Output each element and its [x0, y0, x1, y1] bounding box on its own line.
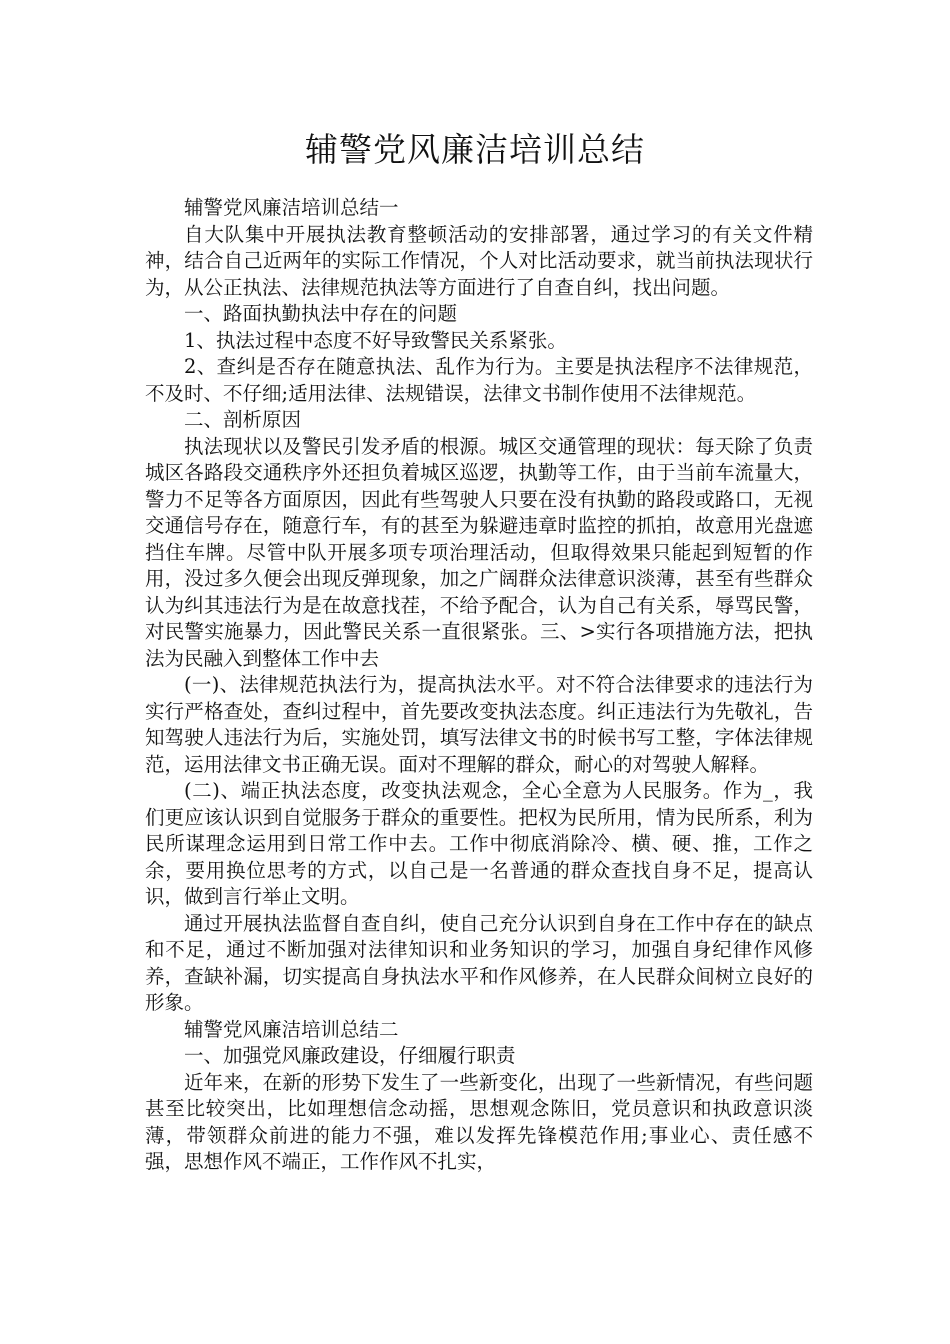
section-heading-causes: 二、剖析原因 — [184, 408, 302, 431]
heading-summary-one: 辅警党风廉洁培训总结一 — [184, 196, 399, 219]
document-body — [145, 195, 813, 1176]
paragraph-recent-years: 近年来，在新的形势下发生了一些新变化，出现了一些新情况，有些问题甚至比较突出，比如理想信念动摇，思想观念陈旧，党员意识和执政意识淡薄，带领群众前进的能力不强，难以发挥先锋模范作用;事业心、责任感不强，思想作风不端正，工作作风不扎实， — [145, 1070, 813, 1173]
heading-summary-two: 辅警党风廉洁培训总结二 — [184, 1017, 399, 1041]
paragraph-conclusion: 通过开展执法监督自查自纠，使自己充分认识到自身在工作中存在的缺点和不足，通过不断加强对法律知识和业务知识的学习，加强自身纪律作风修养，查缺补漏，切实提高自身执法水平和作风修养，在人民群众间树立良好的形象。 — [145, 911, 813, 1014]
paragraph-intro: 自大队集中开展执法教育整顿活动的安排部署，通过学习的有关文件精神，结合自己近两年的实际工作情况，个人对比活动要求，就当前执法现状行为，从公正执法、法律规范执法等方面进行了自查自纠，找出问题。 — [145, 222, 813, 299]
section-heading-problems: 一、路面执勤执法中存在的问题 — [184, 302, 458, 325]
paragraph-measure-2: (二)、端正执法态度，改变执法观念，全心全意为人民服务。作为_，我们更应该认识到自觉服务于群众的重要性。把权为民所用，情为民所系，利为民所谋理念运用到日常工作中去。工作中彻底消除冷、横、硬、推，工作之余，要用换位思考的方式，以自己是一名普通的群众查找自身不足，提高认识，做到言行举止文明。 — [145, 779, 813, 908]
paragraph-measure-1: (一)、法律规范执法行为，提高执法水平。对不符合法律要求的违法行为实行严格查处，查纠过程中，首先要改变执法态度。纠正违法行为先敬礼，告知驾驶人违法行为后，实施处罚，填写法律文书的时候书写工整，字体法律规范，运用法律文书正确无误。面对不理解的群众，耐心的对驾驶人解释。 — [145, 673, 813, 776]
document-title: 辅警党风廉洁培训总结 — [305, 130, 645, 169]
paragraph-causes: 执法现状以及警民引发矛盾的根源。城区交通管理的现状：每天除了负责城区各路段交通秩序外还担负着城区巡逻，执勤等工作，由于当前车流量大，警力不足等各方面原因，因此有些驾驶人只要在没有执勤的路段或路口，无视交通信号存在，随意行车，有的甚至为躲避违章时监控的抓拍，故意用光盘遮挡住车牌。尽管中队开展多项专项治理活动，但取得效果只能起到短暂的作用，没过多久便会出现反弹现象，加之广阔群众法律意识淡薄，甚至有些群众认为纠其违法行为是在故意找茬，不给予配合，认为自己有关系，辱骂民警，对民警实施暴力，因此警民关系一直很紧张。三、>实行各项措施方法，把执法为民融入到整体工作中去 — [145, 434, 813, 670]
section-heading-party-conduct: 一、加强党风廉政建设，仔细履行职责 — [184, 1044, 516, 1067]
list-item-2: 2、查纠是否存在随意执法、乱作为行为。主要是执法程序不法律规范，不及时、不仔细;适用法律、法规错误，法律文书制作使用不法律规范。 — [145, 355, 813, 405]
list-item-1: 1、执法过程中态度不好导致警民关系紧张。 — [184, 328, 567, 352]
